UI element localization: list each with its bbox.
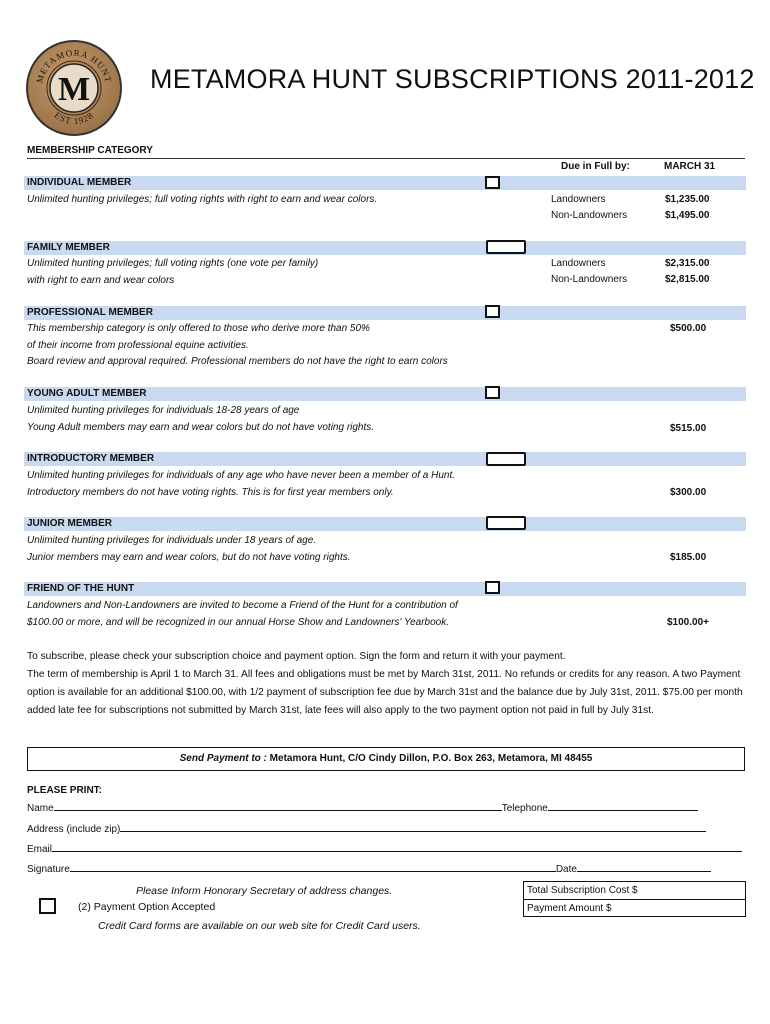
checkbox-introductory[interactable] — [486, 452, 526, 466]
rate-types-individual: Landowners Non-Landowners — [551, 194, 628, 221]
checkbox-payment-option[interactable] — [39, 898, 56, 914]
email-field[interactable] — [52, 841, 742, 852]
checkbox-family[interactable] — [486, 240, 526, 254]
date-label: Date — [555, 864, 577, 875]
rate-prices-family: $2,315.00 $2,815.00 — [665, 258, 710, 285]
membership-category-header: MEMBERSHIP CATEGORY — [27, 145, 153, 156]
category-desc-junior: Unlimited hunting privileges for individuals under 18 years of age. Junior members may earn and wear colors, but do not have voting rights. — [27, 535, 351, 563]
date-field[interactable] — [577, 861, 711, 872]
send-payment-box — [27, 747, 745, 771]
name-label: Name — [27, 803, 54, 814]
checkbox-young-adult[interactable] — [485, 386, 500, 399]
payment-option-label: (2) Payment Option Accepted — [78, 901, 216, 913]
instructions — [27, 648, 745, 720]
address-row — [27, 821, 706, 835]
category-label-family: FAMILY MEMBER — [27, 242, 110, 253]
category-band-individual — [24, 176, 746, 190]
instructions-line-1: To subscribe, please check your subscription choice and payment option. Sign the form and return it with your payment. — [27, 651, 566, 662]
telephone-label: Telephone — [501, 803, 548, 814]
price-introductory: $300.00 — [670, 487, 707, 498]
page-title: METAMORA HUNT SUBSCRIPTIONS 2011-2012 — [150, 64, 755, 94]
metamora-hunt-logo — [26, 40, 122, 136]
signature-date-row — [27, 861, 711, 875]
category-desc-individual: Unlimited hunting privileges; full voting rights with right to earn and wear colors. — [27, 194, 378, 205]
category-desc-young-adult: Unlimited hunting privileges for individuals 18-28 years of age Young Adult members may earn and wear colors but do not have voting rights. — [27, 405, 375, 433]
category-label-individual: INDIVIDUAL MEMBER — [27, 177, 132, 188]
rate-prices-individual: $1,235.00 $1,495.00 — [665, 194, 710, 221]
address-label: Address (include zip) — [27, 824, 121, 835]
signature-label: Signature — [27, 864, 70, 875]
price-friend: $100.00+ — [667, 617, 709, 628]
please-print-label: PLEASE PRINT: — [27, 785, 103, 796]
address-field[interactable] — [120, 821, 706, 832]
send-payment-address: Metamora Hunt, C/O Cindy Dillon, P.O. Box 263, Metamora, MI 48455 — [269, 753, 593, 764]
email-label: Email — [27, 844, 53, 855]
price-junior: $185.00 — [670, 552, 707, 563]
signature-field[interactable] — [70, 861, 556, 872]
email-row — [27, 841, 742, 855]
instructions-line-2: The term of membership is April 1 to March 31. All fees and obligations must be met by March 31st, 2011. No refunds or credits for any reason. A two Payment option is available for an additional $100.00, with 1/2 payment of subscription fee due by March 31st and the balance due by July 31st, 2011. $75.00 per month added late fee for subscriptions not submitted by March 31st, late fees will also apply to the two payment option not paid in full by July 31st. — [27, 669, 743, 716]
totals-box — [523, 881, 746, 917]
due-date: MARCH 31 — [664, 161, 716, 172]
category-desc-friend: Landowners and Non-Landowners are invited to become a Friend of the Hunt for a contribution of $100.00 or more, and will be recognized in our annual Horse Show and Landowners' Yearbook. — [27, 600, 458, 628]
name-field[interactable] — [54, 800, 502, 811]
logo-ring-top-text: METAMORA HUNT — [34, 47, 114, 85]
name-telephone-row — [27, 800, 698, 814]
logo-ring-bottom-text: EST 1928 — [52, 109, 96, 127]
logo-initial: M — [57, 71, 91, 108]
checkbox-individual[interactable] — [485, 176, 500, 189]
category-band-family — [24, 241, 746, 255]
send-payment-label: Send Payment to : — [179, 753, 267, 764]
total-subscription-cost-field[interactable]: Total Subscription Cost $ — [524, 882, 745, 900]
price-young-adult: $515.00 — [670, 423, 707, 434]
honorary-secretary-note: Please Inform Honorary Secretary of address changes. — [136, 885, 393, 897]
checkbox-junior[interactable] — [486, 516, 526, 530]
category-label-young-adult: YOUNG ADULT MEMBER — [27, 388, 147, 399]
checkbox-friend[interactable] — [485, 581, 500, 594]
price-professional: $500.00 — [670, 323, 707, 334]
category-desc-family: Unlimited hunting privileges; full voting rights (one vote per family) with right to earn and wear colors — [27, 258, 319, 286]
header-rule — [27, 158, 745, 159]
category-desc-professional: This membership category is only offered to those who derive more than 50% of their income from professional equine activities. Board review and approval required. Professional members do not have the right to earn colors — [27, 323, 448, 367]
category-label-junior: JUNIOR MEMBER — [27, 518, 113, 529]
payment-amount-field[interactable]: Payment Amount $ — [527, 903, 612, 914]
telephone-field[interactable] — [548, 800, 698, 811]
due-label: Due in Full by: — [561, 161, 630, 172]
category-desc-introductory: Unlimited hunting privileges for individuals of any age who have never been a member of a Hunt. Introductory members do not have voting rights. This is for first year members only. — [27, 470, 456, 498]
category-label-friend: FRIEND OF THE HUNT — [27, 583, 135, 594]
credit-card-note: Credit Card forms are available on our web site for Credit Card users. — [98, 920, 421, 932]
category-label-introductory: INTRODUCTORY MEMBER — [27, 453, 155, 464]
category-band-junior — [24, 517, 746, 531]
category-label-professional: PROFESSIONAL MEMBER — [27, 307, 153, 318]
rate-types-family: Landowners Non-Landowners — [551, 258, 628, 285]
checkbox-professional[interactable] — [485, 305, 500, 318]
